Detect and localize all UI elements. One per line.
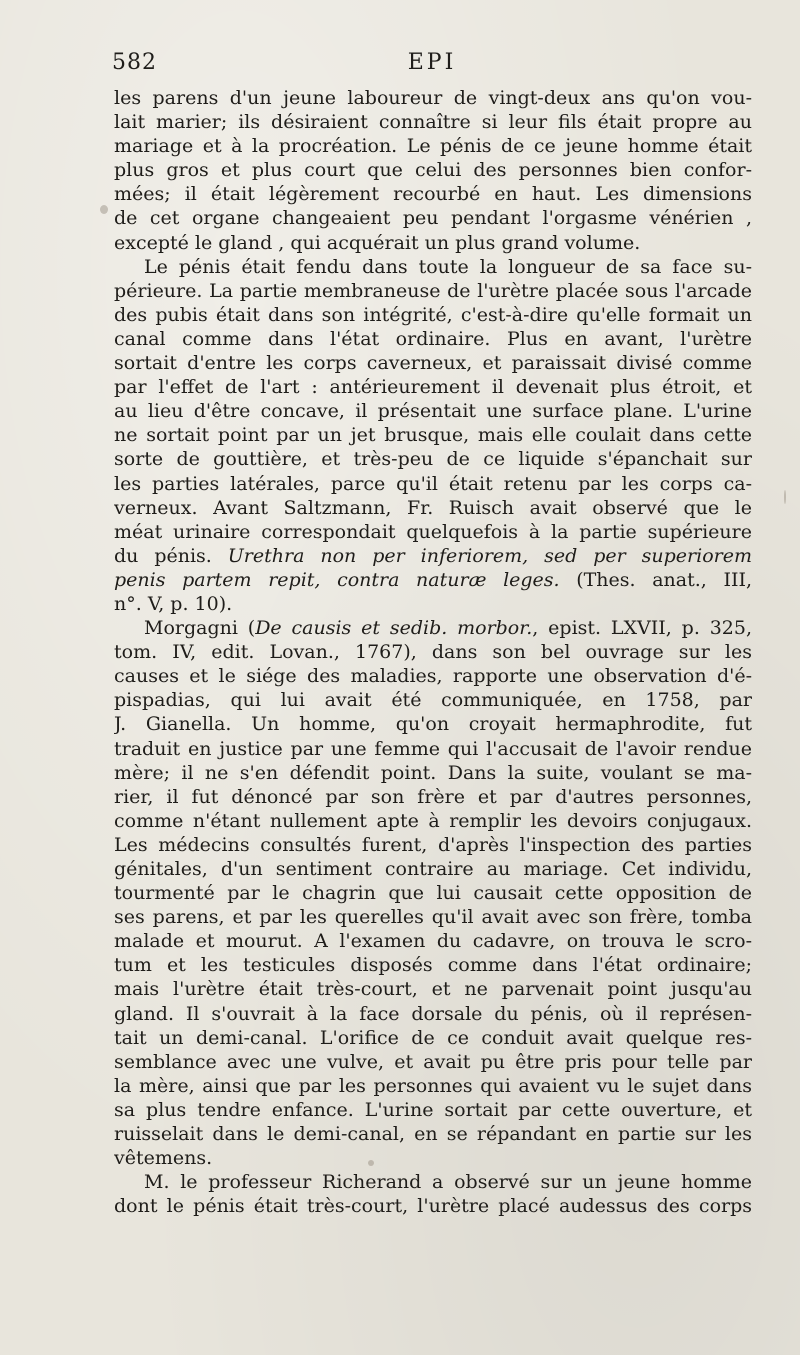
text-line — [114, 1026, 752, 1050]
text-line — [114, 761, 752, 785]
text-line — [114, 1194, 752, 1218]
text-segment: au lieu d'être concave, il présentait une surface plane. L'urine — [114, 400, 752, 423]
text-line — [114, 520, 752, 544]
text-segment: tom. IV, edit. Lovan., 1767), dans son bel ouvrage sur les — [114, 641, 752, 664]
text-line — [114, 1050, 752, 1074]
text-line — [114, 231, 752, 255]
text-line — [114, 423, 752, 447]
text-line — [114, 327, 752, 351]
text-segment: Morgagni ( — [144, 617, 256, 640]
body-text — [114, 86, 752, 1218]
text-segment: méat urinaire correspondait quelquefois à la partie supérieure — [114, 520, 752, 543]
text-line — [114, 929, 752, 953]
text-segment: ses parens, et par les querelles qu'il avait avec son frère, tomba — [114, 906, 752, 929]
text-line — [114, 833, 752, 857]
text-segment: causes et le siége des maladies, rapporte une observation d'é- — [114, 665, 752, 688]
text-segment: tum et les testicules disposés comme dans l'état ordinaire; — [114, 954, 752, 977]
text-segment: comme n'étant nullement apte à remplir les devoirs conjugaux. — [114, 809, 752, 832]
text-line — [114, 953, 752, 977]
text-segment: Le pénis était fendu dans toute la longueur de sa face su- — [144, 255, 752, 278]
text-segment: mées; il était légèrement recourbé en haut. Les dimensions — [114, 183, 752, 206]
text-line — [114, 496, 752, 520]
text-segment: tait un demi-canal. L'orifice de ce conduit avait quelque res- — [114, 1026, 752, 1049]
text-line — [114, 110, 752, 134]
text-segment: mariage et à la procréation. Le pénis de ce jeune homme était — [114, 135, 752, 158]
italic-text: De causis et sedib. morbor. — [255, 617, 533, 640]
text-line — [114, 568, 752, 592]
text-line — [114, 688, 752, 712]
text-segment: dont le pénis était très-court, l'urètre placé audessus des corps — [114, 1195, 752, 1218]
text-line — [114, 375, 752, 399]
text-segment: génitales, d'un sentiment contraire au mariage. Cet individu, — [114, 858, 752, 880]
text-line — [114, 1002, 752, 1026]
text-line — [114, 592, 752, 616]
text-segment: mais l'urètre était très-court, et ne parvenait point jusqu'au — [114, 978, 752, 1001]
text-segment: gland. Il s'ouvrait à la face dorsale du pénis, où il représen- — [114, 1002, 752, 1025]
text-segment: sortait d'entre les corps caverneux, et paraissait divisé comme — [114, 352, 752, 375]
text-line — [114, 255, 752, 279]
running-head: EPI — [407, 50, 457, 75]
text-segment: du pénis. — [114, 544, 228, 567]
text-line — [114, 182, 752, 206]
text-segment: , epist. LXVII, p. 325, — [532, 617, 752, 640]
text-line — [114, 472, 752, 496]
text-segment: les parens d'un jeune laboureur de vingt-deux ans qu'on vou- — [114, 87, 752, 109]
text-line — [114, 1146, 752, 1170]
ink-blot — [100, 205, 108, 214]
text-segment: ruisselait dans le demi-canal, en se répandant en partie sur les — [114, 1123, 752, 1146]
text-line — [114, 857, 752, 881]
ink-blot — [784, 490, 786, 504]
text-segment: J. Gianella. Un homme, qu'on croyait hermaphrodite, fut — [114, 713, 752, 736]
text-line — [114, 447, 752, 471]
text-segment: pispadias, qui lui avait été communiquée, en 1758, par — [114, 689, 752, 712]
text-line — [114, 399, 752, 423]
text-line — [114, 616, 752, 640]
text-segment: excepté le gland , qui acquérait un plus grand volume. — [114, 231, 641, 254]
text-segment: M. le professeur Richerand a observé sur un jeune homme — [144, 1171, 752, 1194]
text-line — [114, 1170, 752, 1194]
text-segment: de cet organe changeaient peu pendant l'orgasme vénérien , — [114, 207, 752, 230]
text-segment: canal comme dans l'état ordinaire. Plus en avant, l'urètre — [114, 327, 752, 350]
text-segment: verneux. Avant Saltzmann, Fr. Ruisch avait observé que le — [114, 496, 752, 519]
text-line — [114, 905, 752, 929]
page-header — [112, 50, 752, 80]
text-line — [114, 977, 752, 1001]
text-line — [114, 785, 752, 809]
text-line — [114, 809, 752, 833]
text-segment: sa plus tendre enfance. L'urine sortait par cette ouverture, et — [114, 1098, 752, 1121]
text-segment: rier, il fut dénoncé par son frère et par d'autres personnes, — [114, 785, 752, 808]
text-segment: mère; il ne s'en défendit point. Dans la suite, voulant se ma- — [114, 761, 752, 784]
text-line — [114, 279, 752, 303]
text-line — [114, 351, 752, 375]
text-line — [114, 206, 752, 230]
text-line — [114, 712, 752, 736]
text-line — [114, 881, 752, 905]
text-segment: malade et mourut. A l'examen du cadavre, on trouva le scro- — [114, 930, 752, 953]
text-segment: traduit en justice par une femme qui l'accusait de l'avoir rendue — [114, 737, 752, 760]
italic-text: Urethra non per inferiorem, sed per superiorem — [227, 544, 752, 567]
text-segment: sorte de gouttière, et très-peu de ce liquide s'épanchait sur — [114, 448, 752, 471]
text-segment: vêtemens. — [114, 1147, 213, 1170]
text-segment: par l'effet de l'art : antérieurement il devenait plus étroit, et — [114, 376, 752, 399]
text-segment: plus gros et plus court que celui des personnes bien confor- — [114, 159, 752, 182]
text-segment: ne sortait point par un jet brusque, mais elle coulait dans cette — [114, 424, 752, 447]
text-line — [114, 158, 752, 182]
text-segment: lait marier; ils désiraient connaître si leur fils était propre au — [114, 111, 752, 134]
text-segment: tourmenté par le chagrin que lui causait cette opposition de — [114, 882, 752, 905]
page-number: 582 — [112, 50, 157, 75]
text-segment: la mère, ainsi que par les personnes qui avaient vu le sujet dans — [114, 1074, 752, 1097]
text-segment: Les médecins consultés furent, d'après l'inspection des parties — [114, 833, 752, 856]
italic-text: penis partem repit, contra naturæ leges. — [114, 568, 560, 591]
text-line — [114, 303, 752, 327]
text-segment: n°. V, p. 10). — [114, 592, 233, 615]
text-line — [114, 640, 752, 664]
text-line — [114, 1098, 752, 1122]
text-segment: (Thes. anat., III, — [559, 568, 752, 591]
ink-blot — [368, 1160, 374, 1166]
text-line — [114, 544, 752, 568]
text-segment: des pubis était dans son intégrité, c'est-à-dire qu'elle formait un — [114, 303, 752, 326]
text-line — [114, 737, 752, 761]
text-segment: périeure. La partie membraneuse de l'urètre placée sous l'arcade — [114, 279, 752, 302]
text-line — [114, 1122, 752, 1146]
text-segment: semblance avec une vulve, et avait pu être pris pour telle par — [114, 1050, 752, 1073]
text-line — [114, 86, 752, 110]
text-line — [114, 1074, 752, 1098]
text-segment: les parties latérales, parce qu'il était retenu par les corps ca- — [114, 472, 752, 495]
text-line — [114, 134, 752, 158]
text-line — [114, 664, 752, 688]
